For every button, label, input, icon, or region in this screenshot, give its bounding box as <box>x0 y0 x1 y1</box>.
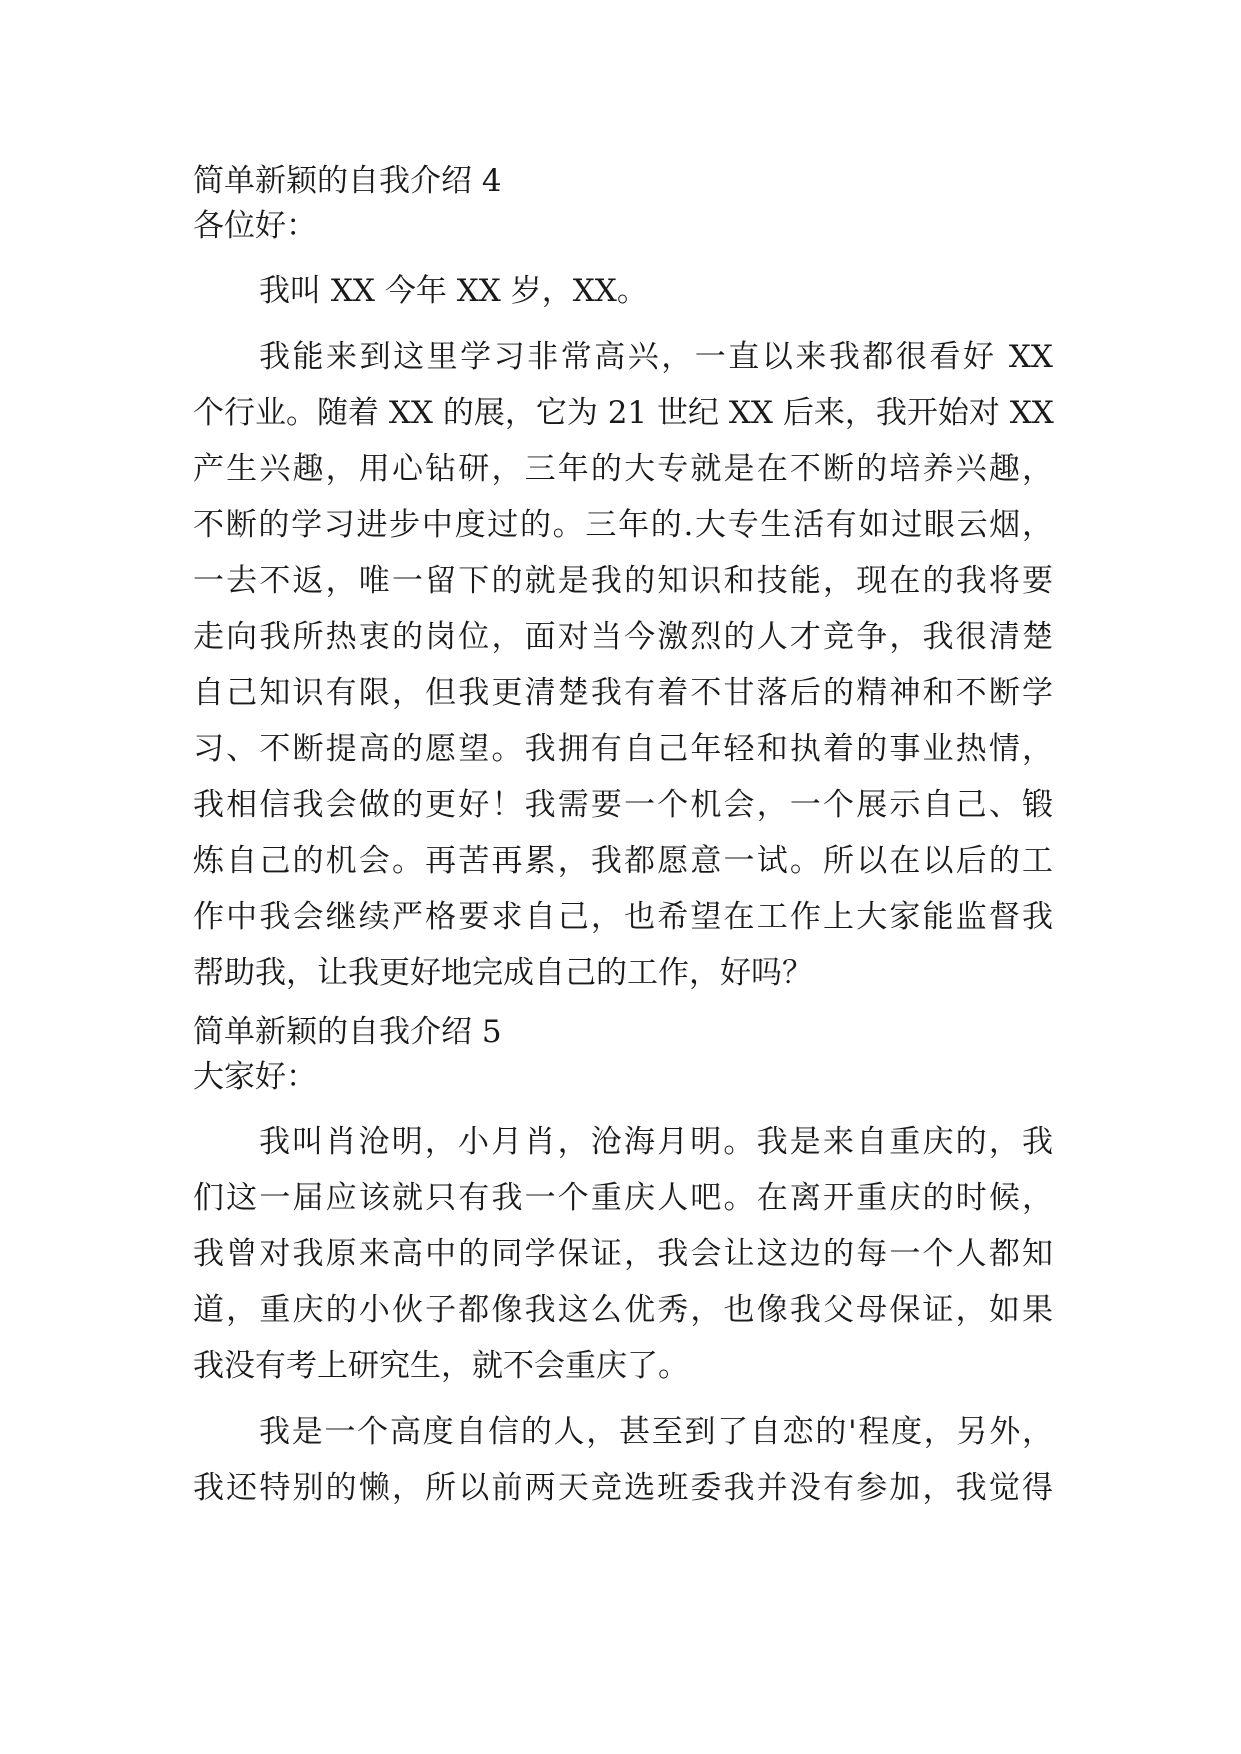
text-line: 我叫 XX 今年 XX 岁，XX。 <box>259 273 648 309</box>
text-line: 不断的学习进步中度过的。三年的.大专生活有如过眼云烟， <box>193 507 1053 543</box>
text-line: 我叫肖沧明，小月肖，沧海月明。我是来自重庆的，我 <box>259 1124 1053 1160</box>
greeting: 各位好： <box>193 208 317 244</box>
text-line: 个行业。随着 XX 的展，它为 21 世纪 XX 后来，我开始对 XX <box>193 395 1054 431</box>
document-page <box>193 160 1053 1526</box>
text-line: 们这一届应该就只有我一个重庆人吧。在离开重庆的时候， <box>193 1180 1053 1216</box>
section-title: 简单新颖的自我介绍 4 <box>193 163 502 199</box>
section-2 <box>193 1011 1053 1516</box>
text-line: 一去不返，唯一留下的就是我的知识和技能，现在的我将要 <box>193 563 1053 599</box>
text-line: 习、不断提高的愿望。我拥有自己年轻和执着的事业热情， <box>193 731 1053 767</box>
text-line: 我曾对我原来高中的同学保证，我会让这边的每一个人都知 <box>193 1236 1053 1272</box>
section-title: 简单新颖的自我介绍 5 <box>193 1014 502 1050</box>
text-line: 产生兴趣，用心钻研，三年的大专就是在不断的培养兴趣， <box>193 451 1053 487</box>
text-line: 我是一个高度自信的人，甚至到了自恋的'程度，另外， <box>259 1414 1053 1450</box>
text-line: 我还特别的懒，所以前两天竞选班委我并没有参加，我觉得 <box>193 1470 1053 1506</box>
paragraph <box>193 1404 1053 1516</box>
greeting: 大家好： <box>193 1059 317 1095</box>
text-line: 自己知识有限，但我更清楚我有着不甘落后的精神和不断学 <box>193 675 1053 711</box>
text-line: 我能来到这里学习非常高兴，一直以来我都很看好 XX <box>259 339 1053 375</box>
section-1 <box>193 160 1053 1001</box>
text-line: 炼自己的机会。再苦再累，我都愿意一试。所以在以后的工 <box>193 843 1053 879</box>
text-line: 作中我会继续严格要求自己，也希望在工作上大家能监督我 <box>193 899 1053 935</box>
text-line: 帮助我，让我更好地完成自己的工作，好吗？ <box>193 955 813 991</box>
text-line: 我没有考上研究生，就不会重庆了。 <box>193 1348 689 1384</box>
text-line: 我相信我会做的更好！我需要一个机会，一个展示自己、锻 <box>193 787 1053 823</box>
paragraph <box>193 329 1053 1001</box>
paragraph <box>193 263 1053 319</box>
paragraph <box>193 1114 1053 1394</box>
text-line: 走向我所热衷的岗位，面对当今激烈的人才竞争，我很清楚 <box>193 619 1053 655</box>
text-line: 道，重庆的小伙子都像我这么优秀，也像我父母保证，如果 <box>193 1292 1053 1328</box>
